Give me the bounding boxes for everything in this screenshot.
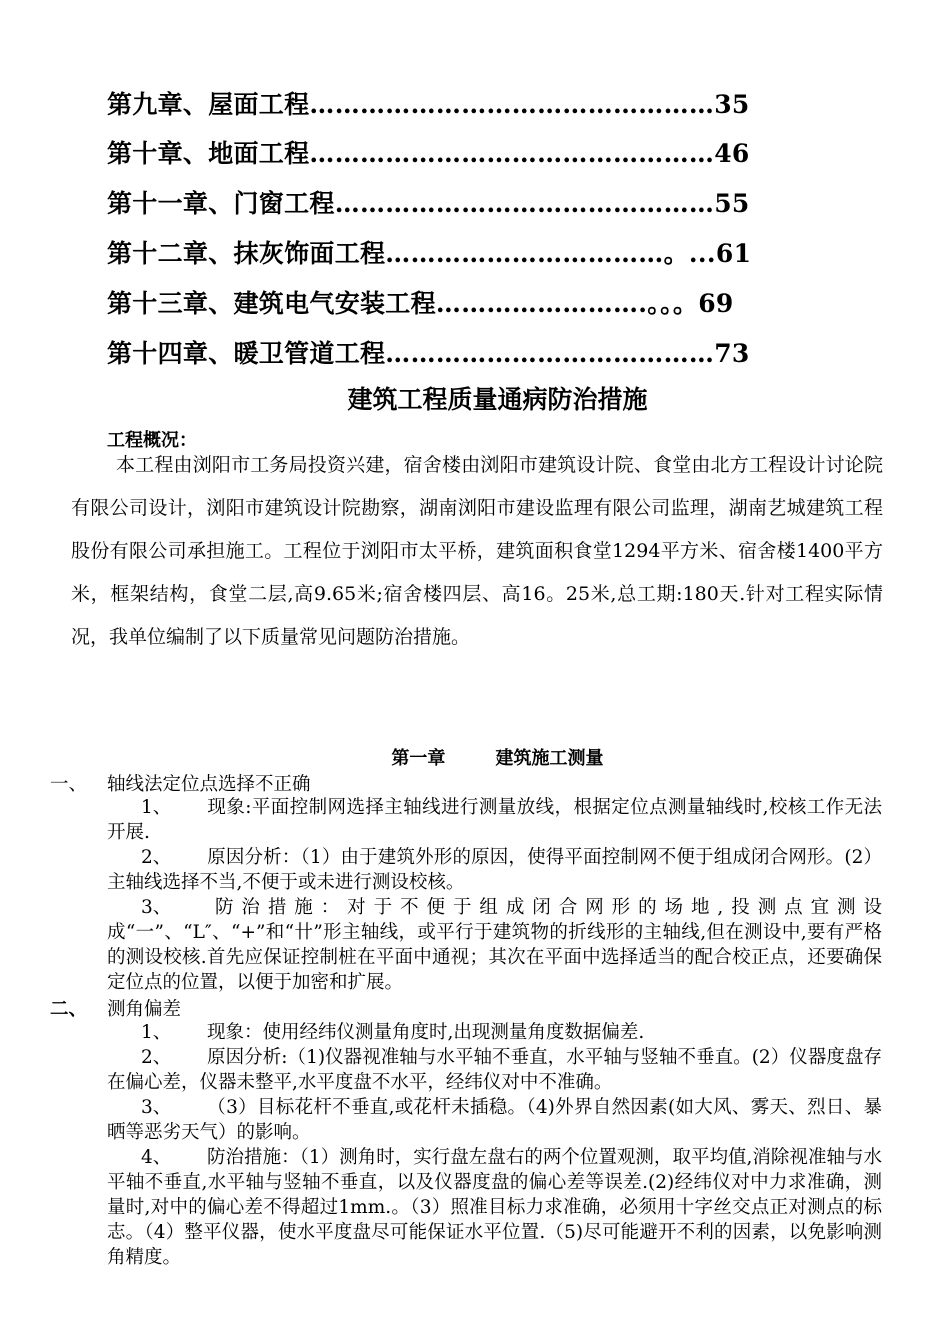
toc-entry-chapter-12[interactable]: 第十二章、抹灰饰面工程……………………………。...61 xyxy=(107,239,752,268)
section-2-item-3 xyxy=(107,1095,882,1145)
section-1-item-1 xyxy=(107,795,882,845)
item-number: 3、 xyxy=(141,1097,172,1118)
item-number: 1、 xyxy=(141,1022,172,1043)
item-text: 现象:平面控制网选择主轴线进行测量放线，根据定位点测量轴线时,校核工作无法开展. xyxy=(107,797,882,843)
toc-entry-chapter-10[interactable]: 第十章、地面工程…………………………………………46 xyxy=(107,139,750,168)
section-2-item-4 xyxy=(107,1145,882,1270)
item-text: 防治措施：（1）测角时，实行盘左盘右的两个位置观测，取平均值,消除视准轴与水平轴不垂直,水平轴与竖轴不垂直，以及仪器度盘的偏心差等误差.(2)经纬仪对中力求准确，测量时,对中的偏心差不得超过1mm.。（3）照准目标力求准确，必须用十字丝交点正对测点的标志。（4）整平仪器，使水平度盘尽可能保证水平位置.（5)尽可能避开不利的因素，以免影响测角精度。 xyxy=(107,1147,882,1268)
item-number: 4、 xyxy=(141,1147,172,1168)
item-text: 原因分析：（1）由于建筑外形的原因，使得平面控制网不便于组成闭合网形。(2）主轴线选择不当,不便于或未进行测设校核。 xyxy=(107,847,882,893)
section-title: 测角偏差 xyxy=(107,999,182,1020)
section-title: 轴线法定位点选择不正确 xyxy=(107,774,311,795)
document-title: 建筑工程质量通病防治措施 xyxy=(347,385,648,414)
overview-paragraph: 本工程由浏阳市工务局投资兴建，宿舍楼由浏阳市建筑设计院、食堂由北方工程设计讨论院有限公司设计，浏阳市建筑设计院勘察，湖南浏阳市建设监理有限公司监理，湖南艺城建筑工程股份有限公司承担施工。工程位于浏阳市太平桥，建筑面积食堂1294平方米、宿舍楼1400平方米，框架结构，食堂二层,高9.65米;宿舍楼四层、高16。25米,总工期:180天.针对工程实际情况，我单位编制了以下质量常见问题防治措施。 xyxy=(71,454,883,648)
section-2-item-2 xyxy=(107,1045,882,1095)
item-text: 防治措施：对于不便于组成闭合网形的场地,投测点宜测设成“一”、“L″、“+”和“卄”形主轴线，或平行于建筑物的折线形的主轴线,但在测设中,要有严格的测设校核.首先应保证控制桩在平面中通视；其次在平面中选择适当的配合校正点，还要确保定位点的位置，以便于加密和扩展。 xyxy=(107,897,882,993)
item-text: 原因分析:（1)仪器视准轴与水平轴不垂直，水平轴与竖轴不垂直。(2）仪器度盘存在偏心差，仪器未整平,水平度盘不水平，经纬仪对中不准确。 xyxy=(107,1047,882,1093)
section-1-item-3 xyxy=(107,895,882,995)
chapter-heading: 第一章 建筑施工测量 xyxy=(391,748,604,769)
item-text: （3）目标花杆不垂直,或花杆未插稳。（4)外界自然因素(如大风、雾天、烈日、暴晒等恶劣天气）的影响。 xyxy=(107,1097,882,1143)
section-1-item-2 xyxy=(107,845,882,895)
toc-entry-chapter-9[interactable]: 第九章、屋面工程…………………………………………35 xyxy=(107,90,750,119)
item-text: 现象：使用经纬仪测量角度时,出现测量角度数据偏差. xyxy=(207,1022,645,1043)
item-number: 3、 xyxy=(141,897,172,918)
toc-entry-chapter-11[interactable]: 第十一章、门窗工程………………………………………55 xyxy=(107,189,750,218)
item-number: 2、 xyxy=(141,847,172,868)
section-2-item-1 xyxy=(107,1020,882,1045)
item-number: 2、 xyxy=(141,1047,172,1068)
toc-entry-chapter-13[interactable]: 第十三章、建筑电气安装工程…………………….。。。69 xyxy=(107,289,734,318)
item-number: 1、 xyxy=(141,797,172,818)
section-number: 一、 xyxy=(50,774,88,795)
overview-heading: 工程概况： xyxy=(107,430,197,451)
section-number: 二、 xyxy=(50,999,88,1020)
toc-entry-chapter-14[interactable]: 第十四章、暖卫管道工程…………………………………73 xyxy=(107,339,750,368)
